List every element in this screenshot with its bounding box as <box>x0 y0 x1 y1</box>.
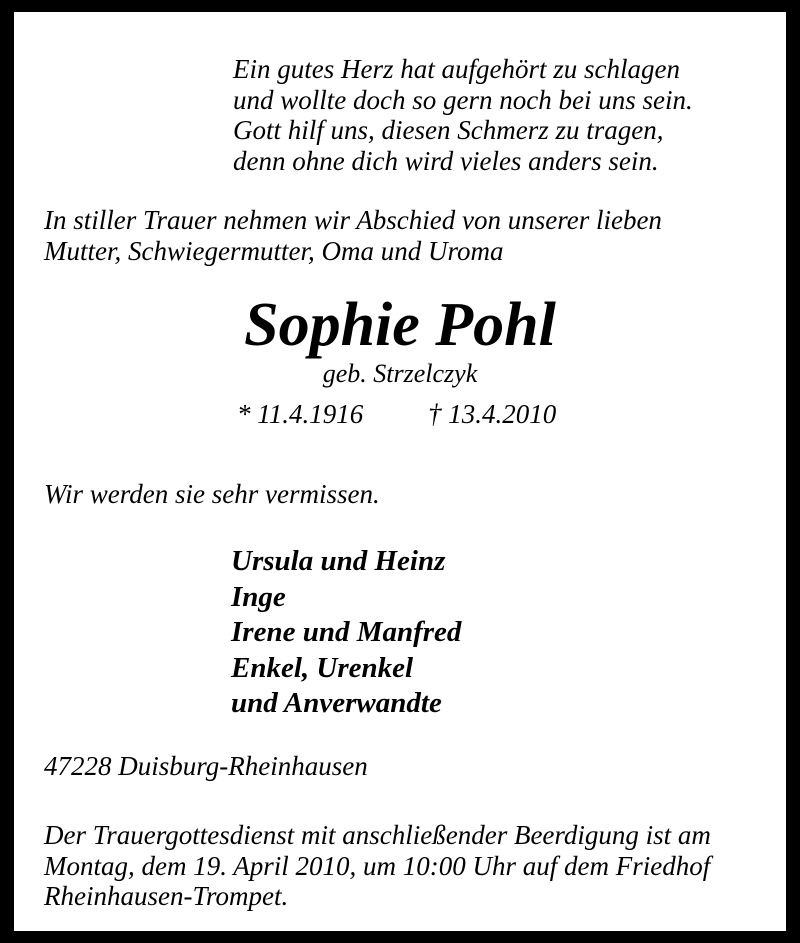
poem-line: denn ohne dich wird vieles anders sein. <box>233 145 659 176</box>
deceased-name: Sophie Pohl <box>244 291 556 359</box>
poem-verse <box>233 54 693 176</box>
service-line: Montag, dem 19. April 2010, um 10:00 Uhr auf dem Friedhof <box>44 850 711 881</box>
poem-line: Ein gutes Herz hat aufgehört zu schlagen <box>233 54 680 84</box>
mourner-entry: Enkel, Urenkel <box>231 651 414 684</box>
place-of-residence: 47228 Duisburg-Rheinhausen <box>44 751 368 781</box>
intro-line: In stiller Trauer nehmen wir Abschied von unserer lieben <box>44 205 662 235</box>
farewell-intro <box>44 205 662 267</box>
death-date: † 13.4.2010 <box>428 399 557 429</box>
mourner-entry: Irene und Manfred <box>231 616 462 648</box>
closing-sentence: Wir werden sie sehr vermissen. <box>44 479 380 509</box>
mourners-list <box>231 544 461 722</box>
maiden-name: geb. Strzelczyk <box>322 359 478 388</box>
mourner-entry: Ursula und Heinz <box>231 545 446 577</box>
funeral-service-notice <box>44 820 711 912</box>
mourner-entry: Inge <box>231 580 286 613</box>
service-line: Der Trauergottesdienst mit anschließender Beerdigung ist am <box>44 820 711 850</box>
intro-line: Mutter, Schwiegermutter, Oma und Uroma <box>44 236 504 266</box>
poem-line: Gott hilf uns, diesen Schmerz zu tragen, <box>233 115 664 145</box>
service-line: Rheinhausen-Trompet. <box>44 881 289 911</box>
birth-date: * 11.4.1916 <box>237 399 364 429</box>
poem-line: und wollte doch so gern noch bei uns sein. <box>233 84 693 115</box>
mourner-entry: und Anverwandte <box>231 687 442 719</box>
